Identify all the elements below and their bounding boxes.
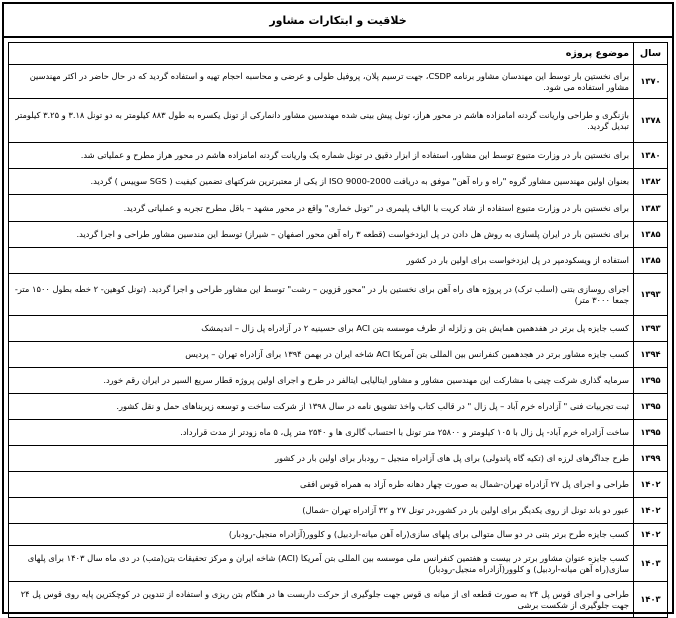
row-description: عبور دو باند تونل از روی یکدیگر برای اولین بار در کشور،در تونل ۲۷ و ۳۲ آزادراه تهران -شمال): [9, 498, 634, 524]
table-row: [9, 65, 668, 99]
row-year: ۱۴۰۳: [634, 582, 668, 618]
row-description: سرمایه گذاری شرکت چینی با مشارکت این مهندسین مشاور و مشاور ایتالیایی ایتالفر در طرح و اجرای اولین پروژه قطار سریع السیر در ایران رقم خورد.: [9, 368, 634, 394]
row-description: کسب جایزه عنوان مشاور برتر در بیست و هفتمین کنفرانس ملی موسسه بین المللی بتن آمریکا (ACI) شاخه ایران و مرکز تحقیقات بتن(متب) در دی ماه سال ۱۴۰۳ برای پلهای سازی(راه آهن میانه-اردبیل) و کلوور(آزادراه منجیل-رودبار): [9, 546, 634, 582]
row-description: برای نخستین بار در ایران پلسازی به روش هل دادن در پل ایزدخواست (قطعه ۳ راه آهن محور اصفهان – شیراز) توسط این مندسین مشاور طراحی و اجرا گردید.: [9, 222, 634, 248]
row-year: ۱۳۹۴: [634, 342, 668, 368]
title-divider: [4, 36, 672, 38]
row-description: بعنوان اولین مهندسین مشاور گروه "راه و راه آهن" موفق به دریافت ISO 9000-2000 از یکی از معتبرترین شرکتهای تضمین کیفیت ( SGS سوییس ) گردید.: [9, 169, 634, 195]
header-year: سال: [634, 43, 668, 65]
row-description: طراحی و اجرای پل ۲۷ آزادراه تهران-شمال به صورت چهار دهانه طره آزاد به همراه قوس افقی: [9, 472, 634, 498]
row-description: ثبت تجربیات فنی " آزادراه خرم آباد – پل زال " در قالب کتاب واخذ تشویق نامه در سال ۱۳۹۸ از شرکت ساخت و توسعه زیربناهای حمل و نقل کشور.: [9, 394, 634, 420]
row-year: ۱۳۸۲: [634, 169, 668, 195]
row-description: بازنگری و طراحی واریانت گردنه امامزاده هاشم در محور هراز، تونل پیش بینی شده مهندسین مشاور دانمارکی از تونل یکسره به طول ۸۸۳ کیلومتر به دو تونل ۳.۱۸ و ۳.۲۵ کیلومتر تبدیل گردید.: [9, 99, 634, 143]
row-year: ۱۳۹۳: [634, 274, 668, 316]
row-year: ۱۴۰۲: [634, 524, 668, 546]
row-description: کسب جایزه طرح برتر بتنی در دو سال متوالی برای پلهای سازی(راه آهن میانه-اردبیل) و کلوور(آزادراه منجیل-رودبار): [9, 524, 634, 546]
table-row: [9, 99, 668, 143]
row-year: ۱۳۷۸: [634, 99, 668, 143]
row-description: طرح جداگرهای لرزه ای (تکیه گاه پاندولی) برای پل های آزادراه منجیل – رودبار برای اولین بار در کشور: [9, 446, 634, 472]
table-row: [9, 582, 668, 618]
row-year: ۱۴۰۲: [634, 472, 668, 498]
row-year: ۱۳۸۳: [634, 195, 668, 222]
row-description: برای نخستین بار در وزارت متبوع توسط این مشاور، استفاده از ابزار دقیق در تونل شماره یک واریانت گردنه امامزاده هاشم در محور هراز مطرح و عملیاتی شد.: [9, 143, 634, 169]
row-description: برای نخستین بار در وزارت متبوع استفاده از شاد کریت با الیاف پلیمری در "تونل خماری" واقع در محور مشهد – باقل مطرح تجربه و عملیاتی گردید.: [9, 195, 634, 222]
row-year: ۱۳۸۵: [634, 222, 668, 248]
row-description: کسب جایزه پل برتر در هفدهمین همایش بتن و زلزله از طرف موسسه بتن ACI برای حسینیه ۲ در آزادراه پل زال – اندیمشک: [9, 316, 634, 342]
table-row: [9, 368, 668, 394]
table-header-row: [9, 43, 668, 65]
row-description: ساخت آزادراه خرم آباد- پل زال با ۱۰۵ کیلومتر و ۲۵۸۰۰ متر تونل با احتساب گالری ها و ۲۵۴۰ متر پل، ۵ ماه زودتر از مدت قرارداد.: [9, 420, 634, 446]
row-year: ۱۳۸۵: [634, 248, 668, 274]
row-description: اجرای روسازی بتنی (اسلب ترک) در پروژه های راه آهن برای نخستین بار در "محور قزوین – رشت" توسط این مشاور طراحی و اجرا گردید. (تونل کوهین- ۲ خطه بطول ۱۵۰۰ متر- جمعا ۳۰۰۰ متر): [9, 274, 634, 316]
table-row: [9, 195, 668, 222]
row-year: ۱۳۹۹: [634, 446, 668, 472]
row-year: ۱۳۹۵: [634, 368, 668, 394]
table-row: [9, 446, 668, 472]
row-year: ۱۳۷۰: [634, 65, 668, 99]
document-frame: [2, 2, 674, 614]
table-row: [9, 546, 668, 582]
row-year: ۱۳۹۵: [634, 420, 668, 446]
table-row: [9, 316, 668, 342]
row-description: برای نخستین بار توسط این مهندسان مشاور برنامه CSDP، جهت ترسیم پلان، پروفیل طولی و عرضی و محاسبه احجام تهیه و استفاده گردید که در حال حاضر در اکثر مهندسین مشاور استفاده می شود.: [9, 65, 634, 99]
row-year: ۱۳۸۰: [634, 143, 668, 169]
row-year: ۱۳۹۳: [634, 316, 668, 342]
table-row: [9, 498, 668, 524]
table-row: [9, 143, 668, 169]
table-row: [9, 472, 668, 498]
table-row: [9, 394, 668, 420]
header-subject: موضوع پروژه: [9, 43, 634, 65]
page-title: خلاقیت و ابتکارات مشاور: [269, 13, 407, 27]
row-year: ۱۴۰۳: [634, 546, 668, 582]
table-row: [9, 524, 668, 546]
row-year: ۱۳۹۵: [634, 394, 668, 420]
table-row: [9, 222, 668, 248]
row-year: ۱۴۰۲: [634, 498, 668, 524]
projects-table: [8, 42, 668, 618]
table-row: [9, 274, 668, 316]
table-row: [9, 248, 668, 274]
row-description: طراحی و اجرای قوس پل ۲۴ به صورت قطعه ای از میانه ی قوس جهت جلوگیری از حرکت داربست ها در هنگام بتن ریزی و استفاده از تندوین در کوچکترین پایه روی قوس پل ۲۴ جهت جلوگیری از شکست برشی: [9, 582, 634, 618]
table-row: [9, 169, 668, 195]
table-row: [9, 420, 668, 446]
projects-table-body: [9, 65, 668, 618]
row-description: استفاده از ویسکودمپر در پل ایزدخواست برای اولین بار در کشور: [9, 248, 634, 274]
table-row: [9, 342, 668, 368]
row-description: کسب جایزه مشاور برتر در هجدهمین کنفرانس بین المللی بتن آمریکا ACI شاخه ایران در بهمن ۱۳۹۴ برای آزادراه تهران – پردیس: [9, 342, 634, 368]
